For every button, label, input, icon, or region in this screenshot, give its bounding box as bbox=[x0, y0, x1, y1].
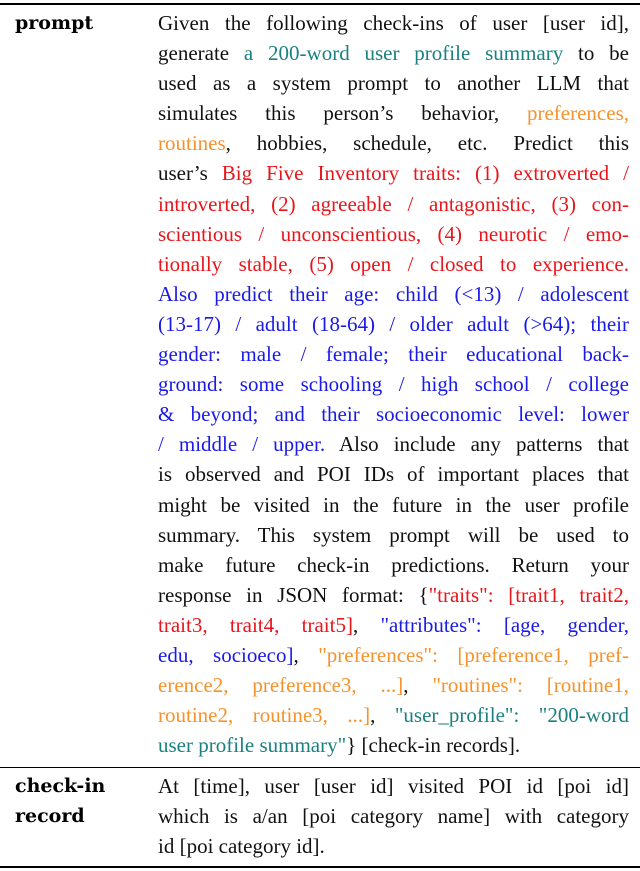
text-segment: user’s bbox=[158, 161, 222, 186]
row-content-prompt bbox=[158, 8, 629, 760]
teal-highlight: user profile summary" bbox=[158, 733, 347, 758]
red-highlight: trait3, trait4, trait5] bbox=[158, 612, 353, 637]
text-segment: make future check-in predictions. Return your bbox=[158, 552, 629, 577]
text-line bbox=[158, 399, 629, 429]
row-label-check-in-record bbox=[15, 771, 105, 831]
orange-highlight: "routines": [routine1, bbox=[432, 673, 630, 698]
text-segment: } [check-in records]. bbox=[346, 733, 521, 758]
text-line bbox=[158, 339, 629, 369]
text-line bbox=[158, 490, 629, 520]
red-highlight: scientious / unconscientious, (4) neurotic / emo- bbox=[158, 221, 629, 246]
text-line bbox=[158, 249, 629, 279]
text-segment: id [poi category id]. bbox=[158, 834, 325, 859]
text-line bbox=[158, 429, 629, 459]
teal-highlight: "user_profile": "200-word bbox=[394, 703, 629, 728]
text-segment: which is a/an [poi category name] with category bbox=[158, 804, 629, 829]
blue-highlight: (13-17) / adult (18-64) / older adult (>64); their bbox=[158, 311, 629, 336]
text-segment: , bbox=[403, 673, 433, 698]
text-line bbox=[158, 670, 629, 700]
row-label-line: prompt bbox=[15, 12, 94, 34]
row-separator-rule bbox=[0, 767, 640, 768]
red-highlight: tionally stable, (5) open / closed to experience. bbox=[158, 251, 629, 276]
text-segment: Also include any patterns that bbox=[325, 432, 629, 457]
text-line bbox=[158, 610, 629, 640]
text-line bbox=[158, 369, 629, 399]
orange-highlight: routines bbox=[158, 131, 226, 156]
red-highlight: "traits": [trait1, trait2, bbox=[428, 582, 629, 607]
text-line bbox=[158, 128, 629, 158]
blue-highlight: & beyond; and their socioeconomic level: lower bbox=[158, 402, 629, 427]
text-line bbox=[158, 98, 629, 128]
row-label-line: check-in bbox=[15, 775, 106, 797]
row-label-line: record bbox=[15, 805, 85, 827]
orange-highlight: routine2, routine3, ...] bbox=[158, 703, 371, 728]
bottom-rule bbox=[0, 866, 640, 868]
orange-highlight: preferences, bbox=[526, 101, 629, 126]
blue-highlight: / middle / upper. bbox=[158, 432, 326, 457]
row-label-prompt bbox=[15, 8, 93, 38]
text-segment: , hobbies, schedule, etc. Predict this bbox=[225, 131, 629, 156]
teal-highlight: a 200-word user profile summary bbox=[243, 41, 564, 66]
text-line bbox=[158, 550, 629, 580]
text-segment: might be visited in the future in the user profile bbox=[158, 492, 629, 517]
text-line bbox=[158, 38, 629, 68]
text-line bbox=[158, 730, 629, 760]
text-line bbox=[158, 831, 629, 861]
blue-highlight: Also predict their age: child (<13) / adolescent bbox=[158, 281, 629, 306]
text-segment: , bbox=[293, 642, 319, 667]
text-line bbox=[158, 219, 629, 249]
text-segment: Given the following check-ins of user [user id], bbox=[158, 11, 629, 35]
text-line bbox=[158, 158, 629, 188]
text-line bbox=[158, 279, 629, 309]
orange-highlight: erence2, preference3, ...] bbox=[158, 673, 404, 698]
text-segment: response in JSON format: { bbox=[158, 582, 429, 607]
blue-highlight: gender: male / female; their educational back- bbox=[158, 342, 629, 367]
text-line bbox=[158, 520, 629, 550]
text-line bbox=[158, 801, 629, 831]
text-line bbox=[158, 640, 629, 670]
text-line bbox=[158, 771, 629, 801]
text-line bbox=[158, 309, 629, 339]
text-line bbox=[158, 459, 629, 489]
red-highlight: Big Five Inventory traits: (1) extroverted / bbox=[221, 161, 629, 186]
text-line bbox=[158, 580, 629, 610]
text-segment: is observed and POI IDs of important places that bbox=[158, 462, 629, 487]
blue-highlight: "attributes": [age, gender, bbox=[380, 612, 629, 637]
text-segment: generate bbox=[158, 41, 244, 66]
text-line bbox=[158, 68, 629, 98]
text-segment: , bbox=[370, 703, 395, 728]
text-segment: used as a system prompt to another LLM that bbox=[158, 71, 629, 96]
text-segment: simulates this person’s behavior, bbox=[158, 101, 527, 126]
text-segment: summary. This system prompt will be used to bbox=[158, 522, 629, 547]
text-segment: , bbox=[352, 612, 381, 637]
top-rule bbox=[0, 3, 640, 5]
orange-highlight: "preferences": [preference1, pref- bbox=[318, 642, 629, 667]
text-segment: to be bbox=[563, 41, 629, 66]
text-segment: At [time], user [user id] visited POI id [poi id] bbox=[158, 774, 629, 798]
text-line bbox=[158, 8, 629, 38]
red-highlight: introverted, (2) agreeable / antagonistic, (3) con- bbox=[158, 191, 629, 216]
blue-highlight: edu, socioeco] bbox=[158, 642, 294, 667]
text-line bbox=[158, 700, 629, 730]
row-content-check-in-record bbox=[158, 771, 629, 861]
text-line bbox=[158, 189, 629, 219]
blue-highlight: ground: some schooling / high school / college bbox=[158, 372, 629, 397]
